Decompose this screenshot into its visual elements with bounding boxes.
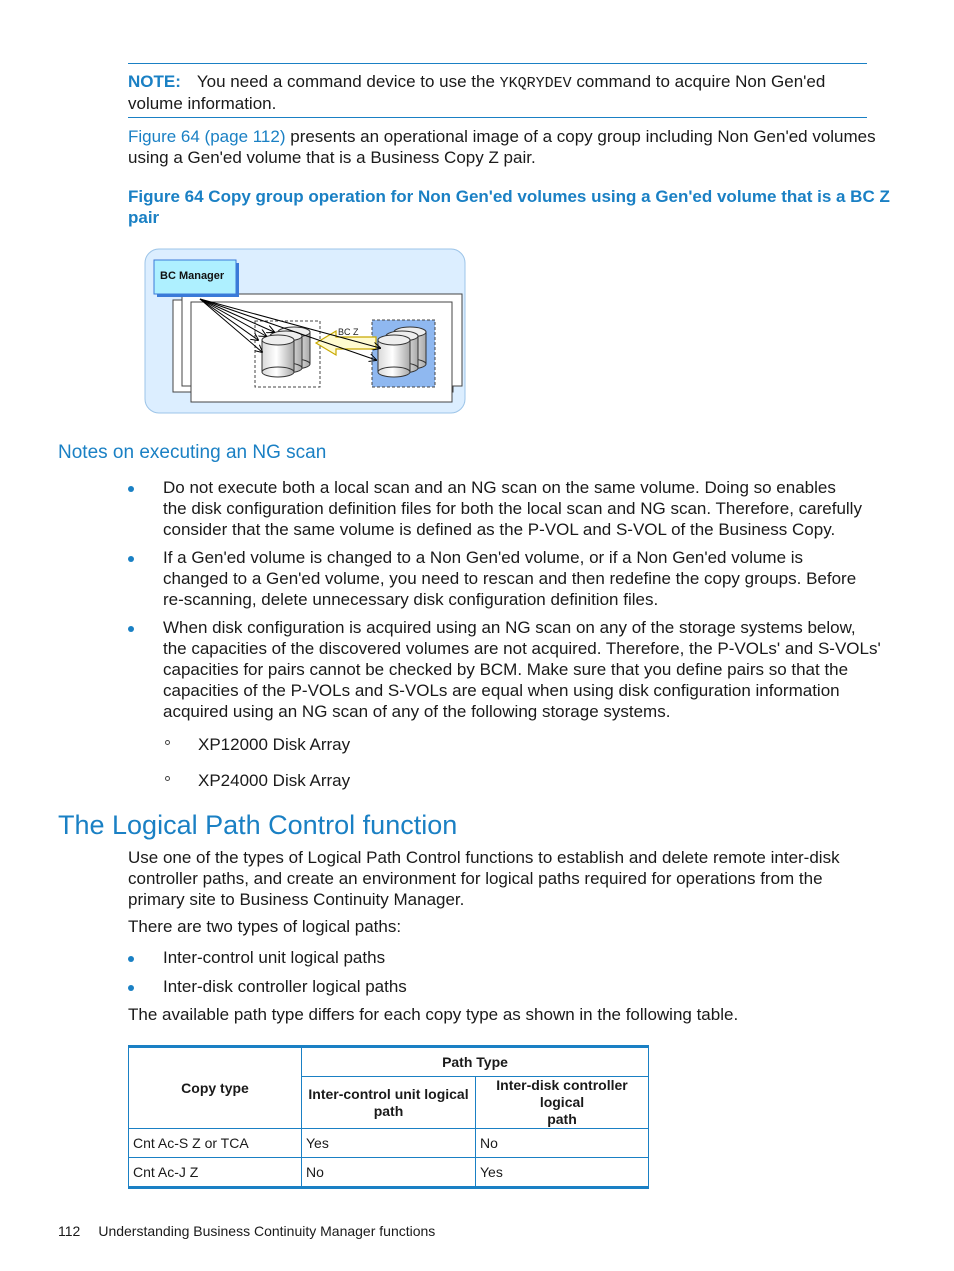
bullet-icon xyxy=(128,626,134,632)
col-inter-disk-controller: Inter-disk controller logical path xyxy=(476,1077,649,1129)
lpc-para3: The available path type differs for each copy type as shown in the following table. xyxy=(128,1005,739,1024)
ng-bullet-3-line-1: When disk configuration is acquired using an NG scan on any of the storage systems below, xyxy=(163,618,856,637)
bc-z-label: BC Z xyxy=(338,327,359,337)
intro-line-1: Figure 64 (page 112) presents an operational image of a copy group including Non Gen'ed volumes xyxy=(128,127,876,146)
col-copy-type: Copy type xyxy=(129,1047,302,1129)
bullet-icon xyxy=(128,985,134,991)
table-row: Cnt Ac-J Z No Yes xyxy=(129,1158,649,1188)
col-inter-control-unit: Inter-control unit logical path xyxy=(302,1077,476,1129)
intro-line-2: using a Gen'ed volume that is a Business Copy Z pair. xyxy=(128,148,536,167)
figure-title: Figure 64 Copy group operation for Non Gen'ed volumes using a Gen'ed volume that is a BC Z xyxy=(128,187,890,206)
lpc-para1-line-1: Use one of the types of Logical Path Control functions to establish and delete remote inter-disk xyxy=(128,848,840,867)
page-footer xyxy=(58,1223,435,1239)
bc-manager-label: BC Manager xyxy=(160,270,225,282)
figure-title-2: pair xyxy=(128,208,160,227)
sub-bullet-icon xyxy=(165,740,170,745)
table-row: Cnt Ac-S Z or TCA Yes No xyxy=(129,1129,649,1158)
ng-bullet-2-line-2: changed to a Gen'ed volume, you need to rescan and then redefine the copy groups. Before xyxy=(163,569,857,588)
note-line-2: volume information. xyxy=(128,94,277,113)
footer-title: Understanding Business Continuity Manager functions xyxy=(98,1223,436,1239)
ng-bullet-2-line-3: re-scanning, delete unnecessary disk configuration definition files. xyxy=(163,590,659,609)
ng-bullet-1-line-3: consider that the same volume is defined as the P-VOL and S-VOL of the Business Copy. xyxy=(163,520,836,539)
sub-item-xp12000: XP12000 Disk Array xyxy=(198,735,351,754)
copy-group-diagram xyxy=(140,244,470,419)
command-code: YKQRYDEV xyxy=(499,75,572,92)
lpc-para2: There are two types of logical paths: xyxy=(128,917,402,936)
ng-bullet-3-line-2: the capacities of the discovered volumes are not acquired. Therefore, the P-VOLs' and S-VOLs' xyxy=(163,639,881,658)
note-line-1: NOTE: You need a command device to use the YKQRYDEV command to acquire Non Gen'ed xyxy=(128,72,826,92)
ng-bullet-1-line-2: the disk configuration definition files for both the local scan and NG scan. Therefore, carefully xyxy=(163,499,862,518)
ng-bullet-3-line-4: capacities of the P-VOLs and S-VOLs are equal when using disk configuration information xyxy=(163,681,840,700)
ng-bullet-3-line-5: acquired using an NG scan of any of the following storage systems. xyxy=(163,702,671,721)
sub-item-xp24000: XP24000 Disk Array xyxy=(198,771,351,790)
lpc-bullet-1: Inter-control unit logical paths xyxy=(163,948,386,967)
bullet-icon xyxy=(128,486,134,492)
lpc-para1-line-3: primary site to Business Continuity Manager. xyxy=(128,890,465,909)
note-label: NOTE: xyxy=(128,72,181,91)
ng-bullet-1-line-1: Do not execute both a local scan and an NG scan on the same volume. Doing so enables xyxy=(163,478,836,497)
ng-scan-heading: Notes on executing an NG scan xyxy=(58,442,327,463)
page-number: 112 xyxy=(58,1223,81,1239)
sub-bullet-icon xyxy=(165,776,170,781)
note-box xyxy=(128,63,867,118)
col-path-type: Path Type xyxy=(302,1047,649,1077)
ng-bullet-3-line-3: capacities for pairs cannot be checked by BCM. Make sure that you define pairs so that the xyxy=(163,660,849,679)
figure-link[interactable]: Figure 64 (page 112) xyxy=(128,127,286,146)
ng-bullet-2-line-1: If a Gen'ed volume is changed to a Non Gen'ed volume, or if a Non Gen'ed volume is xyxy=(163,548,804,567)
bullet-icon xyxy=(128,556,134,562)
path-type-table xyxy=(128,1045,649,1189)
lpc-para1-line-2: controller paths, and create an environment for logical paths required for operations from the xyxy=(128,869,823,888)
section-heading: The Logical Path Control function xyxy=(58,810,458,840)
bullet-icon xyxy=(128,956,134,962)
lpc-bullet-2: Inter-disk controller logical paths xyxy=(163,977,407,996)
